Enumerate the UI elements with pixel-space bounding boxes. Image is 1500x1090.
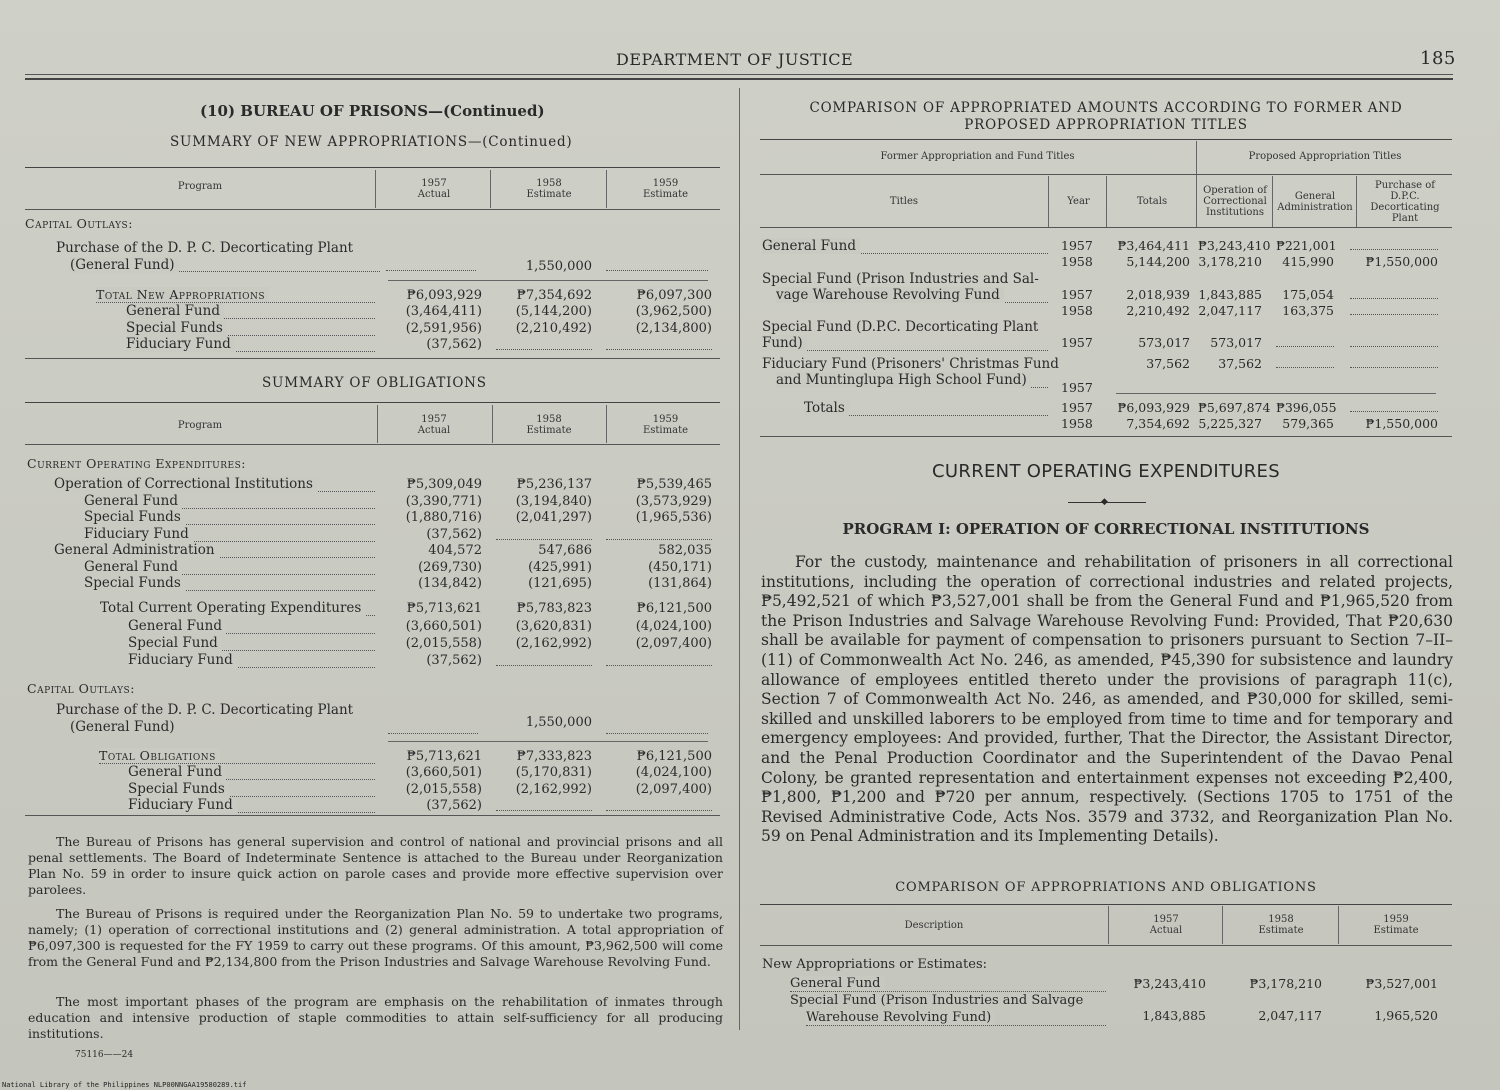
obligation-row-value: (2,041,297) <box>515 510 592 525</box>
comparison-year: 1957 <box>1061 335 1093 350</box>
comparison-purchase <box>1350 238 1438 250</box>
obligation-row-value: (134,842) <box>418 576 482 591</box>
obligation-row-value: (121,695) <box>528 576 592 591</box>
summary-new-title: SUMMARY OF NEW APPROPRIATIONS—(Continued) <box>170 134 573 150</box>
comparison-title-line2: and Muntinglupa High School Fund) <box>776 372 1048 388</box>
comparison-year: 1957 <box>1061 287 1093 302</box>
obligation-row-value: (131,864) <box>648 576 712 591</box>
obligation-row-value: 582,035 <box>658 543 712 558</box>
proposed-titles-header: Proposed Appropriation Titles <box>1248 151 1402 162</box>
totals-general-admin: ₱396,055 <box>1276 400 1337 415</box>
obligation-row-value: (3,573,929) <box>635 493 712 509</box>
totals-purchase: ₱1,550,000 <box>1365 416 1438 431</box>
comparison-total: 5,144,200 <box>1126 254 1190 269</box>
bureau-title: (10) BUREAU OF PRISONS—(Continued) <box>200 102 545 120</box>
t1-col-1957: 1957 Actual <box>417 178 451 200</box>
totals-purchase <box>1350 400 1438 412</box>
sf-1959: 1,965,520 <box>1374 1008 1438 1023</box>
obligation-row-value: (1,880,716) <box>405 510 482 525</box>
total-obligations-value: ₱7,333,823 <box>516 749 592 764</box>
totals-general-admin: 579,365 <box>1282 416 1334 431</box>
new-row-value <box>606 337 712 350</box>
total-cur-row-value: (2,097,400) <box>635 636 712 651</box>
t2-col-1959: 1959 Estimate <box>642 414 689 436</box>
comparison-general-admin: 163,375 <box>1282 303 1334 318</box>
gf-label: General Fund <box>790 976 885 991</box>
comparison-total: ₱3,464,411 <box>1117 238 1190 253</box>
obligation-row: General Administration <box>54 542 375 558</box>
obligation-row-value: ₱5,236,137 <box>516 477 592 492</box>
total-new-appropriations: Total New Appropriations <box>96 287 375 303</box>
purchase2-1958: 1,550,000 <box>525 715 592 730</box>
comparison-general-admin: 415,990 <box>1282 254 1334 269</box>
total-new-appropriations-value: ₱6,097,300 <box>636 288 712 303</box>
total-ob-row-value: (37,562) <box>426 798 482 813</box>
new-row: General Fund <box>126 303 375 319</box>
new-row-value: (37,562) <box>426 337 482 352</box>
t1-col-1958: 1958 Estimate <box>526 178 572 200</box>
comparison-general-admin: ₱221,001 <box>1276 238 1337 253</box>
comparison-operation: 573,017 <box>1210 335 1262 350</box>
obligation-row-value: (450,171) <box>648 559 712 575</box>
t2-col-1958: 1958 Estimate <box>526 414 572 436</box>
former-titles-header: Former Appropriation and Fund Titles <box>880 151 1075 162</box>
scan-footer: National Library of the Philippines NLP00NNGAA19580289.tif <box>2 1081 247 1089</box>
new-app-label: New Appropriations or Estimates: <box>762 957 987 972</box>
total-ob-row-value: (4,024,100) <box>635 765 712 780</box>
obligation-row-value: (269,730) <box>418 559 482 575</box>
obligation-row: Special Funds <box>84 509 375 525</box>
comparison-title-line1: General Fund <box>762 238 1048 254</box>
purchase-line2: (General Fund) <box>70 257 179 273</box>
comparison-operation: 3,178,210 <box>1198 254 1262 269</box>
comparison-total: 2,018,939 <box>1126 287 1190 302</box>
obligation-row: Fiduciary Fund <box>84 526 375 542</box>
new-row-value: (5,144,200) <box>515 304 592 319</box>
total-new-appropriations-value: ₱7,354,692 <box>516 288 592 303</box>
gf-1959: ₱3,527,001 <box>1365 976 1438 991</box>
comparison-purchase <box>1350 335 1438 347</box>
capital-outlays-label: Capital Outlays: <box>25 216 133 231</box>
page-number: 185 <box>1420 48 1456 69</box>
totals-year: 1958 <box>1061 416 1093 431</box>
comparison-title-line1: Special Fund (Prison Industries and Sal- <box>762 271 1039 287</box>
para-programs: The Bureau of Prisons is required under the Reorganization Plan No. 59 to undertake two programs, namely; (1) operation of correctional institutions and (2) general administration. A total appropriation of ₱6,097,300 is requested for the FY 1959 to carry out these programs. Of this amount, ₱3,962,500 will come from the General Fund and ₱2,134,800 from the Prison Industries and Salvage Warehouse Revolving Fund. <box>28 906 723 969</box>
col-general-admin: General Administration <box>1277 191 1353 213</box>
sf-label-2: Warehouse Revolving Fund) <box>806 1010 995 1025</box>
col-year: Year <box>1067 196 1090 207</box>
comparison-operation: 2,047,117 <box>1198 303 1262 318</box>
gf-1958: ₱3,178,210 <box>1249 976 1322 991</box>
obligation-row-value <box>496 527 592 540</box>
total-cur-row: Special Fund <box>128 635 375 651</box>
current-op-title: CURRENT OPERATING EXPENDITURES <box>932 461 1280 482</box>
new-row-value: (3,962,500) <box>635 304 712 319</box>
total-current-op-value: ₱5,783,823 <box>516 601 592 616</box>
col-operation: Operation of Correctional Institutions <box>1203 185 1267 218</box>
sf-1958: 2,047,117 <box>1258 1008 1322 1023</box>
obligation-row: General Fund <box>84 559 375 575</box>
cmp2-col-desc: Description <box>904 920 964 931</box>
totals-operation: ₱5,697,874 <box>1198 400 1271 415</box>
obligation-row-value: 547,686 <box>538 543 592 558</box>
comparison-year: 1958 <box>1061 254 1093 269</box>
total-cur-row: General Fund <box>128 618 375 634</box>
capital-outlays-label-2: Capital Outlays: <box>27 681 135 696</box>
cmp2-col-1958: 1958 Estimate <box>1258 914 1304 936</box>
comparison-title-line1: Special Fund (D.P.C. Decorticating Plant <box>762 319 1039 335</box>
para-phases: The most important phases of the program are emphasis on the rehabilitation of inmates through education and intensive production of staple commodities to attain self-sufficiency for all producing institutions. <box>28 994 723 1041</box>
sf-label-1: Special Fund (Prison Industries and Salvage <box>790 993 1084 1008</box>
purchase-1958: 1,550,000 <box>525 259 592 274</box>
comparison-purchase <box>1350 303 1438 315</box>
t1-top-rule <box>25 167 720 168</box>
total-new-appropriations-value: ₱6,093,929 <box>406 288 482 303</box>
total-cur-row-value: (4,024,100) <box>635 619 712 634</box>
ornament-diamond-icon: ◆ <box>1101 497 1108 507</box>
total-cur-row-value: (2,162,992) <box>515 636 592 651</box>
comparison-general-admin <box>1276 335 1334 347</box>
t2-col-program: Program <box>177 420 223 431</box>
obligation-row-value <box>606 527 712 540</box>
new-row-value: (2,210,492) <box>515 320 592 336</box>
sf-1957: 1,843,885 <box>1142 1008 1206 1023</box>
total-ob-row: Special Funds <box>128 781 375 797</box>
comparison-total: 37,562 <box>1146 356 1190 371</box>
comparison-operation: 37,562 <box>1218 356 1262 371</box>
comparison-year: 1958 <box>1061 303 1093 318</box>
comparison-year: 1957 <box>1061 380 1093 395</box>
total-obligations: Total Obligations <box>99 748 375 764</box>
gf-1957: ₱3,243,410 <box>1133 976 1206 991</box>
total-cur-row-value <box>606 653 712 666</box>
comparison-total: 573,017 <box>1138 335 1190 350</box>
total-ob-row-value: (2,097,400) <box>635 781 712 797</box>
total-obligations-value: ₱6,121,500 <box>636 749 712 764</box>
totals-year: 1957 <box>1061 400 1093 415</box>
comparison-purchase <box>1350 287 1438 299</box>
t1-col-1959: 1959 Estimate <box>642 178 689 200</box>
department-title: DEPARTMENT OF JUSTICE <box>616 50 854 69</box>
comparison-general-admin <box>1276 356 1334 368</box>
comparison-year: 1957 <box>1061 238 1093 253</box>
new-row-value: (3,464,411) <box>405 304 482 319</box>
total-ob-row-value: (3,660,501) <box>405 765 482 780</box>
totals-total: 7,354,692 <box>1126 416 1190 431</box>
program-title: PROGRAM I: OPERATION OF CORRECTIONAL INSTITUTIONS <box>842 520 1370 538</box>
t1-col-program: Program <box>177 181 223 192</box>
obligation-row: General Fund <box>84 493 375 509</box>
obligation-row-value: ₱5,309,049 <box>406 477 482 492</box>
cmp2-col-1957: 1957 Actual <box>1149 914 1183 936</box>
totals-total: ₱6,093,929 <box>1117 400 1190 415</box>
totals-operation: 5,225,327 <box>1198 416 1262 431</box>
new-row-value: (2,134,800) <box>635 320 712 336</box>
footnote-code: 75116——24 <box>75 1050 134 1060</box>
program-paragraph: For the custody, maintenance and rehabilitation of prisoners in all correctional institutions, including the operation of correctional industries and related projects, ₱5,492,521 of which ₱3,527,001 shall be from the General Fund and ₱1,965,520 from the Prison Industries and Salvage Warehouse Revolving Fund: Provided, That ₱20,630 shall be available for payment of compensation to prisoners pursuant to Section 7–II–(11) of Commonwealth Act No. 246, as amended, ₱45,390 for subsistence and laundry allowance of employees entitled thereto under the provisions of paragraph 11(c), Section 7 of Commonwealth Act No. 246, as amended, and ₱30,000 for skilled, semi-skilled and unskilled laborers to be employed from time to time and for temporary and emergency employees: And provided, further, That the Director, the Assistant Director, and the Penal Production Coordinator and the Superintendent of the Davao Penal Colony, be granted representation and entertainment expenses not exceeding ₱2,400, ₱1,800, ₱1,200 and ₱720 per annum, respectively. (Sections 1705 to 1751 of the Revised Administrative Code, Acts Nos. 3579 and 3732, and Reorganization Plan No. 59 on Penal Administration and its Implementing Details). <box>761 553 1453 846</box>
comparison-general-admin: 175,054 <box>1282 287 1334 302</box>
purchase2-line1: Purchase of the D. P. C. Decorticating Plant <box>56 702 354 718</box>
total-ob-row: General Fund <box>128 764 375 780</box>
new-row: Fiduciary Fund <box>126 336 375 352</box>
total-current-op-value: ₱6,121,500 <box>636 601 712 616</box>
obligation-row-value: 404,572 <box>428 543 482 558</box>
total-cur-row: Fiduciary Fund <box>128 652 375 668</box>
obligation-row: Operation of Correctional Institutions <box>54 476 375 492</box>
total-cur-row-value: (37,562) <box>426 653 482 668</box>
total-cur-row-value <box>496 653 592 666</box>
total-ob-row-value: (5,170,831) <box>515 765 592 780</box>
obligations-title: SUMMARY OF OBLIGATIONS <box>262 375 487 391</box>
cmp2-title: COMPARISON OF APPROPRIATIONS AND OBLIGATIONS <box>895 880 1317 895</box>
purchase-line1: Purchase of the D. P. C. Decorticating Plant <box>56 240 354 256</box>
current-op-label: Current Operating Expenditures: <box>27 456 246 471</box>
total-ob-row-value: (2,162,992) <box>515 781 592 797</box>
obligation-row-value: (3,194,840) <box>515 493 592 509</box>
comparison-total: 2,210,492 <box>1126 303 1190 318</box>
col-titles: Titles <box>889 196 919 207</box>
t2-col-1957: 1957 Actual <box>417 414 451 436</box>
totals-label: Totals <box>804 400 1048 416</box>
obligation-row-value: (1,965,536) <box>635 510 712 525</box>
header-rule <box>25 74 1453 75</box>
total-cur-row-value: (3,660,501) <box>405 619 482 634</box>
total-current-op-value: ₱5,713,621 <box>406 601 482 616</box>
col-totals: Totals <box>1136 196 1168 207</box>
total-cur-row-value: (2,015,558) <box>405 636 482 651</box>
comparison-title-line2: Fund) <box>762 335 1048 351</box>
comparison-operation: 1,843,885 <box>1198 287 1262 302</box>
obligation-row-value: (3,390,771) <box>405 493 482 509</box>
comparison-title-line2: vage Warehouse Revolving Fund <box>776 287 1048 303</box>
total-ob-row-value <box>496 798 592 811</box>
new-row: Special Funds <box>126 320 375 336</box>
purchase2-line2: (General Fund) <box>70 719 175 735</box>
comparison-purchase <box>1350 356 1438 368</box>
new-row-value: (2,591,956) <box>405 320 482 336</box>
para-supervision: The Bureau of Prisons has general supervision and control of national and provincial prisons and all penal settlements. The Board of Indeterminate Sentence is attached to the Bureau under Reorganization Plan No. 59 in order to insure quick action on parole cases and provide more effective supervision over parolees. <box>28 834 723 897</box>
col-purchase: Purchase of D.P.C. Decorticating Plant <box>1370 180 1440 224</box>
t1-header-rule <box>25 209 720 210</box>
comparison-title: COMPARISON OF APPROPRIATED AMOUNTS ACCORDING TO FORMER AND PROPOSED APPROPRIATION TITLES <box>809 100 1403 133</box>
obligation-row-value: (37,562) <box>426 526 482 542</box>
column-divider <box>739 88 740 1030</box>
cmp2-col-1959: 1959 Estimate <box>1373 914 1419 936</box>
new-row-value <box>496 337 592 350</box>
total-ob-row: Fiduciary Fund <box>128 797 375 813</box>
total-current-op: Total Current Operating Expenditures <box>100 600 375 616</box>
total-ob-row-value: (2,015,558) <box>405 781 482 797</box>
obligation-row: Special Funds <box>84 575 375 591</box>
comparison-operation: ₱3,243,410 <box>1198 238 1271 253</box>
comparison-title-line1: Fiduciary Fund (Prisoners' Christmas Fund <box>762 356 1059 372</box>
total-obligations-value: ₱5,713,621 <box>406 749 482 764</box>
comparison-purchase: ₱1,550,000 <box>1365 254 1438 269</box>
header-rule-double <box>25 78 1453 80</box>
total-ob-row-value <box>606 798 712 811</box>
obligation-row-value: ₱5,539,465 <box>636 477 712 492</box>
obligation-row-value: (425,991) <box>528 559 592 575</box>
total-cur-row-value: (3,620,831) <box>515 619 592 634</box>
